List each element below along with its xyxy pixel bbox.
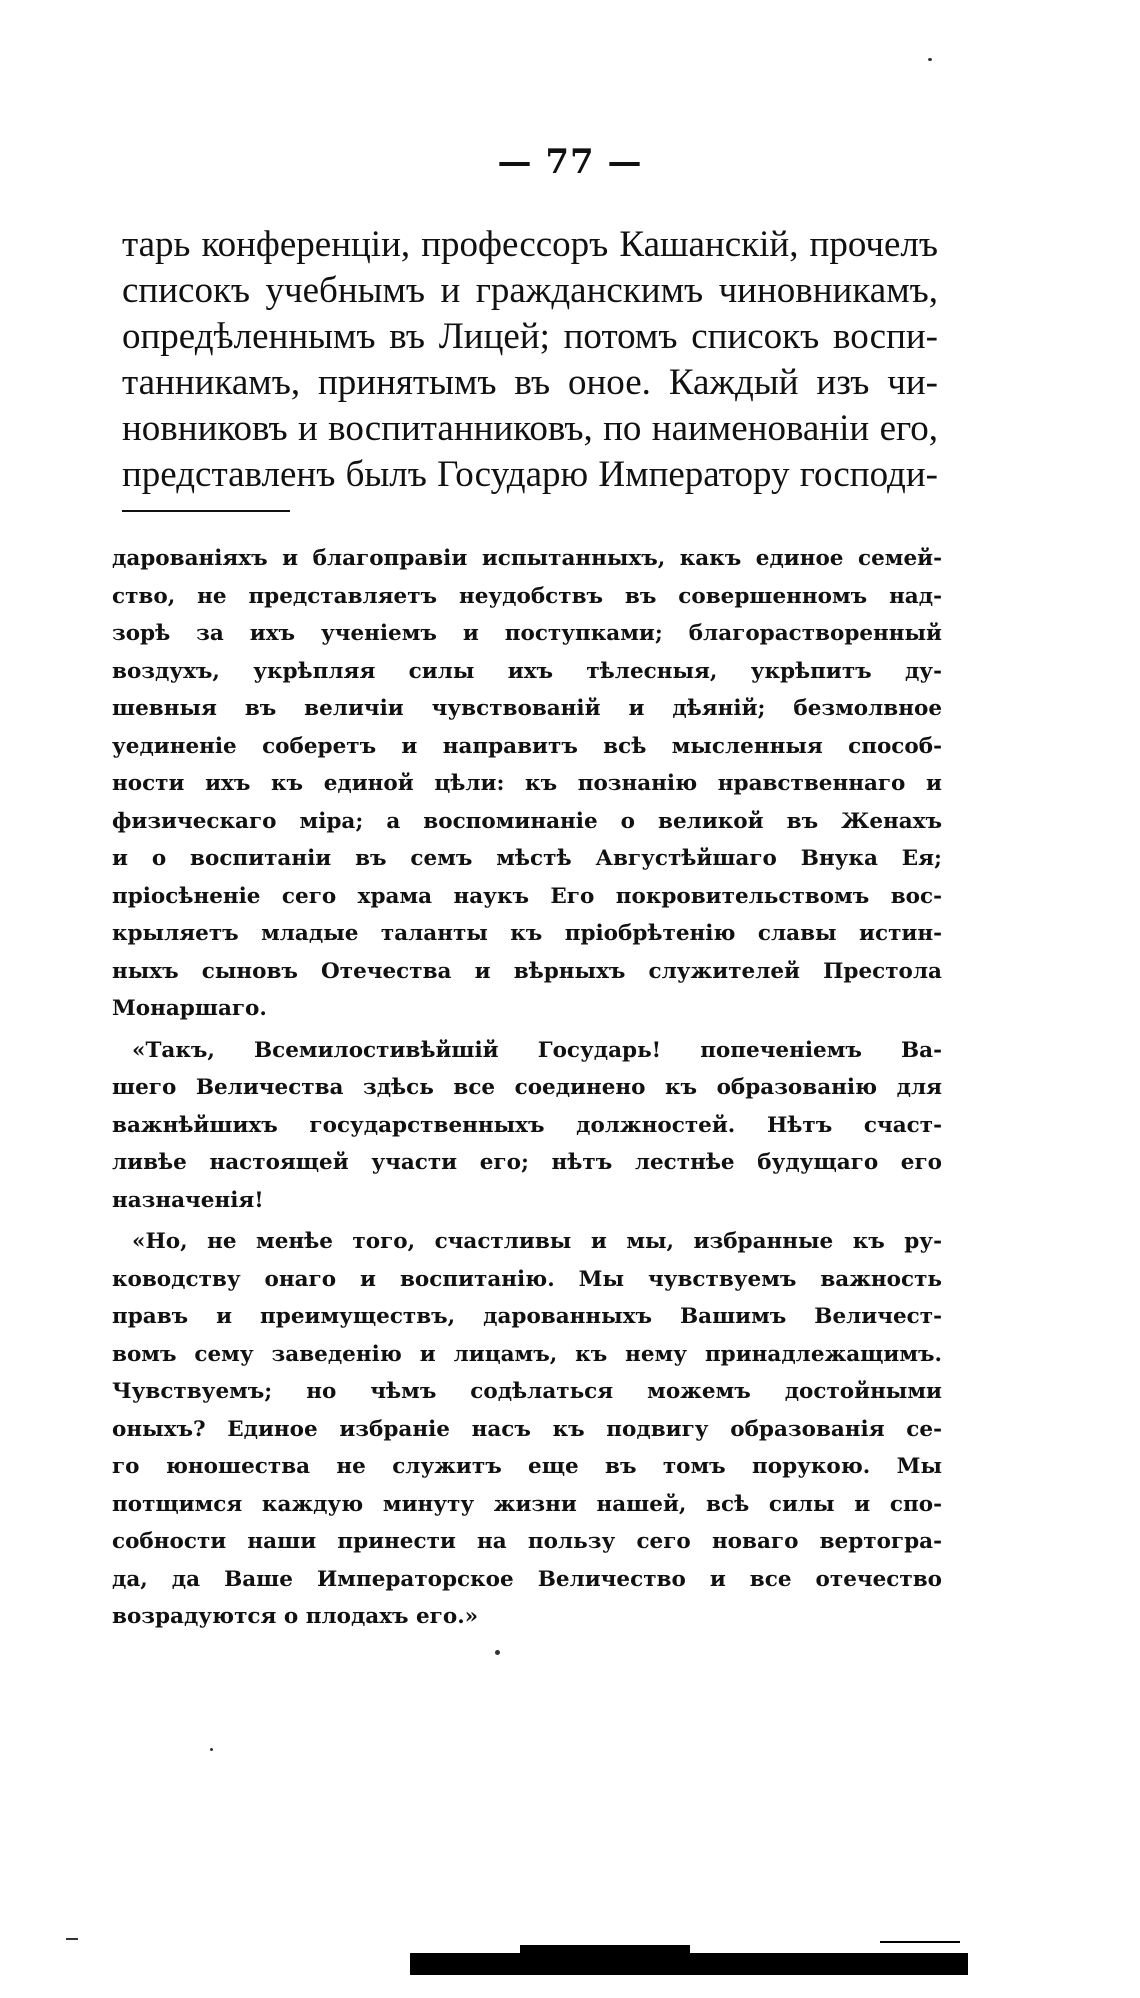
- footnote-separator-rule: [122, 510, 290, 512]
- footnote-line: правъ и преимуществъ, дарованныхъ Вашимъ Величест-: [112, 1304, 942, 1329]
- page-number: — 77 —: [497, 142, 643, 182]
- scan-speck: [66, 1938, 78, 1940]
- footnote-paragraph: [112, 1223, 942, 1636]
- footnote-line: ливѣе настоящей участи его; нѣтъ лестнѣе будущаго его: [112, 1150, 942, 1175]
- footnote-line: потщимся каждую минуту жизни нашей, всѣ силы и спо-: [112, 1491, 942, 1517]
- footnote-line: уединеніе соберетъ и направитъ всѣ мысленныя способ-: [112, 733, 942, 759]
- scan-edge-bar: [410, 1953, 968, 1975]
- footnote-line: оныхъ? Единое избраніе насъ къ подвигу образованія се-: [112, 1416, 942, 1442]
- footnote-line: и о воспитаніи въ семъ мѣстѣ Августѣйшаго Внука Ея;: [112, 846, 942, 871]
- main-text-block: [122, 222, 938, 498]
- footnote-paragraph: [112, 540, 942, 1028]
- footnote-line: «Такъ, Всемилостивѣйшій Государь! попеченіемъ Ва-: [132, 1037, 942, 1063]
- footnote-line: «Но, не менѣе того, счастливы и мы, избранные къ ру-: [132, 1229, 942, 1254]
- footnote-line: зорѣ за ихъ ученіемъ и поступками; благорастворенный: [112, 621, 942, 646]
- scan-edge-line: [880, 1941, 960, 1943]
- footnote-line: да, да Ваше Императорское Величество и все отечество: [112, 1566, 942, 1592]
- footnote-line: воздухъ, укрѣпляя силы ихъ тѣлесныя, укрѣпитъ ду-: [112, 658, 942, 684]
- footnote-line: важнѣйшихъ государственныхъ должностей. Нѣтъ счаст-: [112, 1112, 942, 1138]
- main-text-line: танникамъ, принятымъ въ оное. Каждый изъ чи-: [122, 362, 938, 403]
- main-text-line: представленъ былъ Государю Императору господи-: [122, 454, 938, 495]
- footnote-line: ководству онаго и воспитанію. Мы чувствуемъ важность: [112, 1266, 942, 1292]
- footnote-line: шего Величества здѣсь все соединено къ образованію для: [112, 1075, 942, 1100]
- main-text-line: опредѣленнымъ въ Лицей; потомъ списокъ воспи-: [122, 316, 938, 357]
- footnote-line: Чувствуемъ; но чѣмъ содѣлаться можемъ достойными: [112, 1379, 942, 1404]
- footnote-paragraph: [112, 1032, 942, 1220]
- main-text-line: списокъ учебнымъ и гражданскимъ чиновникамъ,: [122, 270, 938, 311]
- footnote-block: [112, 540, 942, 1636]
- footnote-line: дарованіяхъ и благоправіи испытанныхъ, какъ единое семей-: [112, 546, 942, 571]
- footnote-line: крыляетъ младые таланты къ пріобрѣтенію славы истин-: [112, 921, 942, 946]
- footnote-line: ныхъ сыновъ Отечества и вѣрныхъ служителей Престола: [112, 958, 942, 984]
- footnote-line: го юношества не служитъ еще въ томъ порукою. Мы: [112, 1454, 942, 1479]
- footnote-line: ности ихъ къ единой цѣли: къ познанію нравственнаго и: [112, 771, 942, 796]
- footnote-line: Монаршаго.: [112, 996, 267, 1021]
- footnote-line: возрадуются о плодахъ его.»: [112, 1604, 479, 1629]
- scan-speck: [928, 58, 932, 61]
- footnote-line: собности наши принести на пользу сего новаго вертогра-: [112, 1529, 942, 1554]
- main-text-line: тарь конференціи, профессоръ Кашанскій, прочелъ: [122, 224, 938, 265]
- footnote-line: ство, не представляетъ неудобствъ въ совершенномъ над-: [112, 583, 942, 609]
- scan-speck: [495, 1650, 500, 1655]
- scan-speck: [210, 1748, 213, 1751]
- footnote-line: назначенія!: [112, 1187, 264, 1213]
- footnote-line: пріосѣненіе сего храма наукъ Его покровительствомъ вос-: [112, 883, 942, 909]
- footnote-line: вомъ сему заведенію и лицамъ, къ нему принадлежащимъ.: [112, 1341, 942, 1367]
- footnote-line: физическаго міра; а воспоминаніе о великой въ Женахъ: [112, 808, 942, 834]
- main-text-line: новниковъ и воспитанниковъ, по наименованіи его,: [122, 408, 938, 449]
- footnote-line: шевныя въ величіи чувствованій и дѣяній; безмолвное: [112, 696, 942, 721]
